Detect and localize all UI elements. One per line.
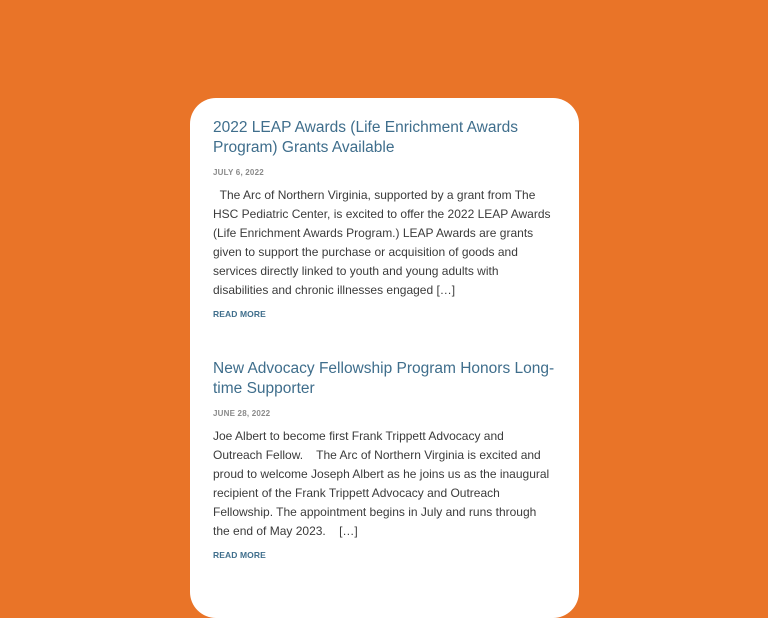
post-title-link[interactable]: 2022 LEAP Awards (Life Enrichment Awards Program) Grants Available [213,119,519,156]
post-excerpt: The Arc of Northern Virginia, supported by a grant from The HSC Pediatric Center, is excited to offer the 2022 LEAP Awards (Life Enrichment Awards Program.) LEAP Awards are grants given to support the purchase or acquisition of goods and services directly linked to youth and young adults with disabilities and chronic illnesses engaged […] [213,188,554,297]
post-item [213,118,555,319]
post-date: JUNE 28, 2022 [213,409,271,418]
read-more-link[interactable]: READ MORE [213,550,266,560]
news-card [190,98,579,618]
post-date: JULY 6, 2022 [213,168,264,177]
post-excerpt: Joe Albert to become first Frank Trippett Advocacy and Outreach Fellow. The Arc of Northern Virginia is excited and proud to welcome Joseph Albert as he joins us as the inaugural recipient of the Frank Trippett Advocacy and Outreach Fellowship. The appointment begins in July and runs through the end of May 2023. […] [213,429,553,538]
read-more-link[interactable]: READ MORE [213,309,266,319]
post-item [213,359,555,560]
post-title-link[interactable]: New Advocacy Fellowship Program Honors Long-time Supporter [213,360,555,397]
